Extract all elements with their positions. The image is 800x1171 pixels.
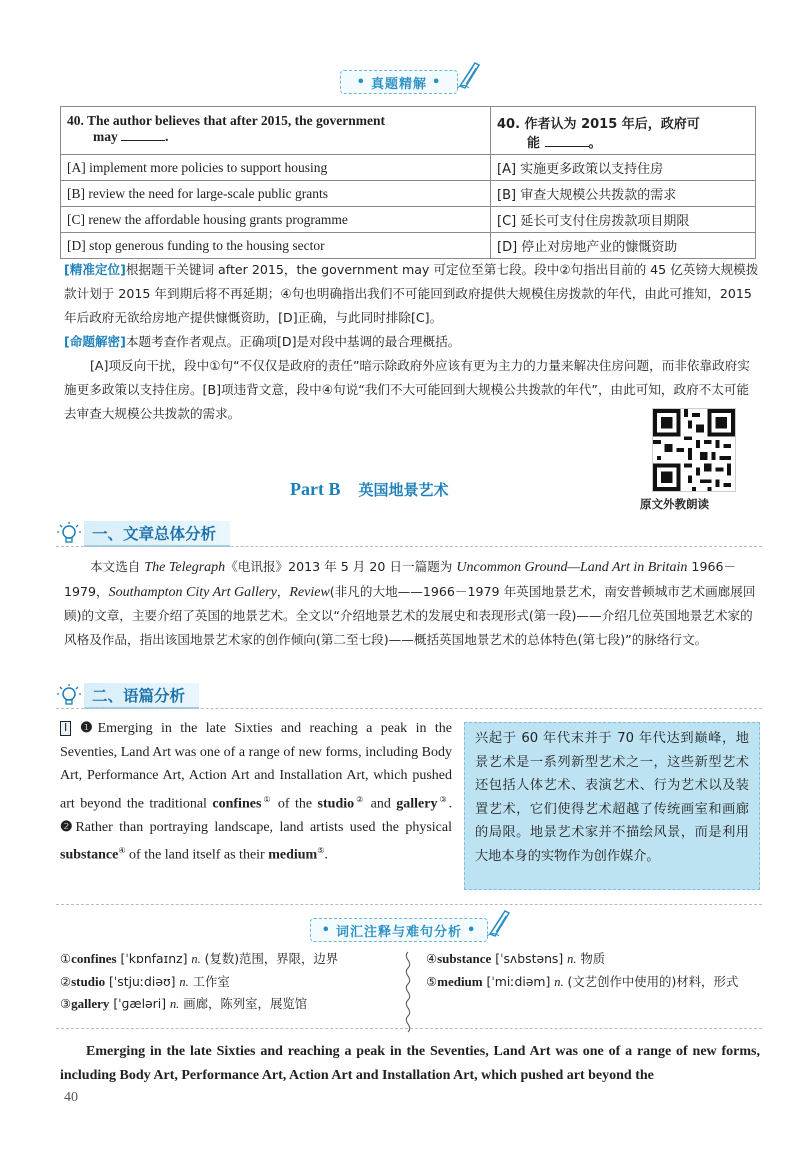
option-zh: [A] 实施更多政策以支持住房 <box>491 155 756 181</box>
vocab-word: confines <box>71 951 117 966</box>
footnote-mark: ④ <box>118 846 126 856</box>
vocab-item <box>60 971 396 994</box>
divider <box>56 904 762 905</box>
vocab-pos: n. <box>191 952 201 966</box>
sentence-number: ❶ <box>75 721 98 736</box>
vocab-ipa: [ˈmiːdiəm] <box>482 973 555 989</box>
option-zh: [B] 审查大规模公共拨款的需求 <box>491 181 756 207</box>
vocab-item <box>426 971 760 994</box>
vocab-list-left <box>60 948 396 1016</box>
part-b-heading <box>290 479 449 500</box>
option-row <box>61 233 756 259</box>
vocab-pos: n. <box>179 974 189 989</box>
question-stem-en <box>61 107 491 155</box>
explain-locate <box>64 258 760 330</box>
vocab-item <box>60 993 396 1016</box>
sentence-number: ❷ <box>60 819 76 835</box>
divider <box>56 708 762 709</box>
vocab-pos: n. <box>169 997 180 1011</box>
vocab-word: medium <box>437 973 483 989</box>
banner-label: 真题精解 <box>370 76 427 92</box>
passage-text: Emerging in the late Sixties and reaching a peak in the Seventies, Land Art was one of a range of new forms, including Body Art, Performance Art, Action Art and Installation Art, which pushed art beyond the traditional <box>60 721 452 812</box>
decorative-spine-icon <box>400 950 416 1034</box>
vocab-num: ③ <box>60 996 72 1011</box>
tag-decode: [命题解密] <box>64 334 126 349</box>
section-heading-discourse <box>56 682 199 710</box>
question-stem-row <box>61 107 756 155</box>
stem-zh-line1: 40. 作者认为 2015 年后，政府可 <box>497 117 700 132</box>
vocab-word: studio <box>71 973 106 989</box>
explain-decode <box>64 330 760 354</box>
page-number: 40 <box>64 1090 78 1105</box>
paragraph-number: Ⅰ <box>60 721 71 736</box>
lightbulb-icon <box>56 683 82 709</box>
vocab-item <box>426 948 760 971</box>
vocab-list-right <box>426 948 760 993</box>
overall-text: (非凡的大地——1966－1979 年英国地景艺术，南安普顿城市艺术画廊展回顾)的文章，主要介绍了英国的地景艺术。全文以“介绍地景艺术的发展史和表现形式(第一段)——介绍几位英国地景艺术家的风格及作品，指出该国地景艺术家的创作倾向(第二至七段)——概括英国地景艺术的总体特色(第七段)”的脉络行文。 <box>64 583 756 647</box>
option-en: [B] review the need for large-scale public grants <box>61 181 491 207</box>
overall-text: 本文选自 <box>90 559 145 574</box>
footnote-mark: ① <box>261 794 273 804</box>
vocab-ipa: [ˈkɒnfaɪnz] <box>116 951 192 966</box>
pen-icon <box>457 59 481 89</box>
vocab-word: gallery <box>71 996 110 1011</box>
article-title: Uncommon Ground—Land Art in Britain <box>456 560 688 575</box>
section-label: 二、语篇分析 <box>84 683 199 709</box>
banner-dot: • <box>432 74 442 90</box>
vocab-pos: n. <box>567 952 577 966</box>
qr-label: 原文外教朗读 <box>640 497 709 511</box>
answer-blank <box>121 140 165 141</box>
vocab-word: confines <box>212 796 262 812</box>
overall-text: ， <box>276 583 290 599</box>
option-row <box>61 181 756 207</box>
overall-analysis-text <box>64 555 760 651</box>
passage-text: . <box>448 796 453 812</box>
question-stem-zh <box>491 107 756 155</box>
stem-period: . <box>165 129 169 144</box>
section-banner-zhenti <box>340 70 458 94</box>
vocab-word: gallery <box>396 796 438 812</box>
vocab-def: (复数)范围，界限，边界 <box>200 951 339 966</box>
vocab-ipa: [ˈɡæləri] <box>109 996 170 1011</box>
vocab-word: medium <box>268 847 318 863</box>
explain-decode-text: 本题考查作者观点。正确项[D]是对段中基调的最合理概括。 <box>125 334 461 349</box>
part-b-title: 英国地景艺术 <box>358 481 449 499</box>
explain-distractors: [A]项反向干扰，段中①句“不仅仅是政府的责任”暗示除政府外应该有更为主力的力量来解决住房问题，而非依靠政府实施更多政策以支持住房。[B]项违背文意，段中④句说“我们不大可能回到大规模公共拨款的年代”，由此可知，政府不太可能去审查大规模公共拨款的需求。 <box>64 358 750 421</box>
option-zh: [C] 延长可支付住房拨款项目期限 <box>491 207 756 233</box>
vocab-pos: n. <box>554 974 564 989</box>
stem-en-line2: may <box>93 129 118 144</box>
option-zh: [D] 停止对房地产业的慷慨资助 <box>491 233 756 259</box>
passage-text: Rather than portraying landscape, land artists used the physical <box>75 819 452 835</box>
banner-label: 词汇注释与难句分析 <box>335 924 462 940</box>
source-title: The Telegraph <box>144 560 226 575</box>
tag-locate: [精准定位] <box>64 262 126 277</box>
vocab-word: substance <box>437 951 492 966</box>
vocab-word: studio <box>317 796 355 812</box>
lightbulb-icon <box>56 521 82 547</box>
vocab-num: ② <box>60 973 72 989</box>
stem-period: 。 <box>588 136 602 151</box>
vocab-num: ④ <box>426 951 438 966</box>
banner-dot: • <box>356 74 366 90</box>
passage-text: . <box>324 847 328 863</box>
option-en: [C] renew the affordable housing grants programme <box>61 207 491 233</box>
option-row <box>61 155 756 181</box>
question-table <box>60 106 756 259</box>
passage-text: of the land itself as their <box>125 847 269 863</box>
option-en: [D] stop generous funding to the housing sector <box>61 233 491 259</box>
vocab-def: 画廊，陈列室，展览馆 <box>179 996 308 1011</box>
vocab-num: ⑤ <box>426 973 438 989</box>
vocab-ipa: [ˈstjuːdiəʊ] <box>105 973 180 989</box>
translation-box: 兴起于 60 年代末并于 70 年代达到巅峰，地景艺术是一系列新型艺术之一，这些新型艺术还包括人体艺术、表演艺术、行为艺术以及装置艺术，它们使得艺术超越了传统画室和画廊的局限。地景艺术家并不描绘风景，而是利用大地本身的实物作为创作媒介。 <box>464 722 760 890</box>
passage-text: of the <box>272 796 318 812</box>
banner-dot: • <box>467 922 477 938</box>
vocab-ipa: [ˈsʌbstəns] <box>491 951 568 966</box>
pen-icon <box>487 907 511 937</box>
divider <box>56 546 762 547</box>
explain-locate-text: 根据题干关键词 after 2015，the government may 可定位至第七段。段中②句指出目前的 45 亿英镑大规模拨款计划于 2015 年到期后将不再延期；④句也明确指出我们不可能回到政府提供大规模住房拨款的年代，由此可推知，2015 年后政府无欲给房地产提供慷慨资助，[D]正确，与此同时排除[C]。 <box>64 262 759 325</box>
stem-zh-line2: 能 <box>527 136 541 151</box>
stem-en-line1: 40. The author believes that after 2015, the government <box>67 113 385 128</box>
passage-english <box>60 717 452 867</box>
footnote-mark: ② <box>354 794 366 804</box>
vocab-def: (文艺创作中使用的)材料，形式 <box>563 973 739 989</box>
option-row <box>61 207 756 233</box>
section-banner-vocab <box>310 918 488 942</box>
footnote-mark: ⑤ <box>317 846 325 856</box>
vocab-word: substance <box>60 847 119 863</box>
footnote-mark: ③ <box>437 794 449 804</box>
vocab-def: 物质 <box>576 951 606 966</box>
section-label: 一、文章总体分析 <box>84 521 230 547</box>
passage-text: and <box>365 796 397 812</box>
banner-dot: • <box>321 922 331 938</box>
qr-code-icon[interactable] <box>652 408 736 492</box>
vocab-item <box>60 948 396 971</box>
vocab-def: 工作室 <box>188 973 230 989</box>
section-heading-overall <box>56 520 230 548</box>
sentence-analysis: Emerging in the late Sixties and reaching a peak in the Seventies, Land Art was one of a range of new forms, including Body Art, Performance Art, Action Art and Installation Art, which pushed art beyond the <box>60 1044 760 1083</box>
article-title: Southampton City Art Gallery <box>108 584 277 600</box>
answer-blank <box>545 146 589 147</box>
overall-text: 《电讯报》2013 年 5 月 20 日一篇题为 <box>225 559 457 574</box>
part-b-label: Part B <box>290 479 341 499</box>
article-title: Review <box>289 584 330 600</box>
overall-text: 1966－1979， <box>64 559 737 599</box>
vocab-num: ① <box>60 951 72 966</box>
option-en: [A] implement more policies to support housing <box>61 155 491 181</box>
divider <box>56 1028 762 1029</box>
